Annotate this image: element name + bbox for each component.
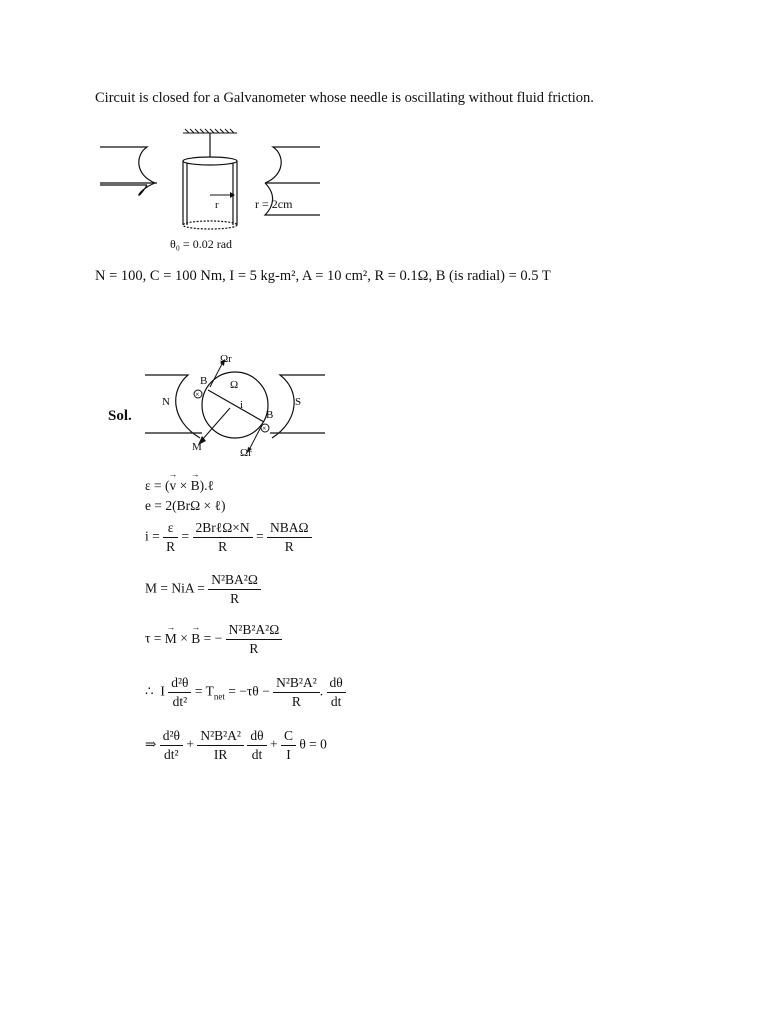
equation-torque: τ = → M × → B = − $\frac{\text{N²B²A²Ω}}{R}$ bbox=[145, 622, 282, 657]
solution-diagram bbox=[140, 350, 340, 460]
svg-text:×: × bbox=[195, 390, 200, 399]
equation-differential: ⇒ $\frac{\text{d²θ}}{\text{dt²}}$ + $\frac{\text{N²B²A²}}{IR}$ $\frac{d\theta}{dt}$ + $\frac{C}{I}$ θ = 0 bbox=[145, 728, 327, 762]
radius-label: r = 2cm bbox=[255, 197, 293, 211]
omega-label: Ω bbox=[230, 379, 239, 391]
south-label: S bbox=[295, 396, 302, 408]
parameters-line: N = 100, C = 100 Nm, I = 5 kg-m², A = 10 cm², R = 0.1Ω, B (is radial) = 0.5 T bbox=[95, 268, 551, 284]
equation-moment: M = NiA = $\frac{\text{N²BA²Ω}}{R}$ bbox=[145, 572, 261, 607]
radius-arrow-label: r bbox=[215, 199, 219, 211]
current-label: i bbox=[240, 399, 244, 411]
b-left-label: B bbox=[200, 375, 208, 387]
svg-text:×: × bbox=[262, 424, 267, 433]
coil-cylinder bbox=[183, 157, 237, 229]
problem-statement: Circuit is closed for a Galvanometer whose needle is oscillating without fluid friction. bbox=[95, 90, 594, 106]
moment-label: M bbox=[192, 441, 202, 453]
north-pole bbox=[145, 375, 202, 438]
omega-r-bottom-label: Ωr bbox=[240, 447, 252, 459]
equation-emf: e = 2(BrΩ × ℓ) bbox=[145, 498, 226, 513]
galvanometer-figure bbox=[95, 125, 335, 260]
solution-label: Sol. bbox=[108, 408, 132, 424]
equation-emf-vector: ε = (→ v × → B).ℓ bbox=[145, 478, 214, 494]
left-pole-piece bbox=[100, 147, 155, 195]
b-right-label: B bbox=[266, 409, 274, 421]
equation-motion: ∴ I $\frac{\text{d²θ}}{\text{dt²}}$ = $T_{net} = -\tau\theta$ − $\frac{\text{N²B²A²}}{R}$ . $\frac{d\theta}{dt}$ bbox=[145, 675, 346, 710]
omega-r-top-label: Ωr bbox=[220, 353, 232, 365]
equation-current: i = $\frac{\varepsilon}{R}$ = $\frac{\text{2BrℓΩ×N}}{R}$ = $\frac{\text{NBAΩ}}{R}$ bbox=[145, 520, 312, 555]
north-label: N bbox=[162, 396, 170, 408]
ceiling-support bbox=[183, 129, 237, 133]
theta-label: θ₀ = 0.02 rad bbox=[170, 237, 233, 251]
